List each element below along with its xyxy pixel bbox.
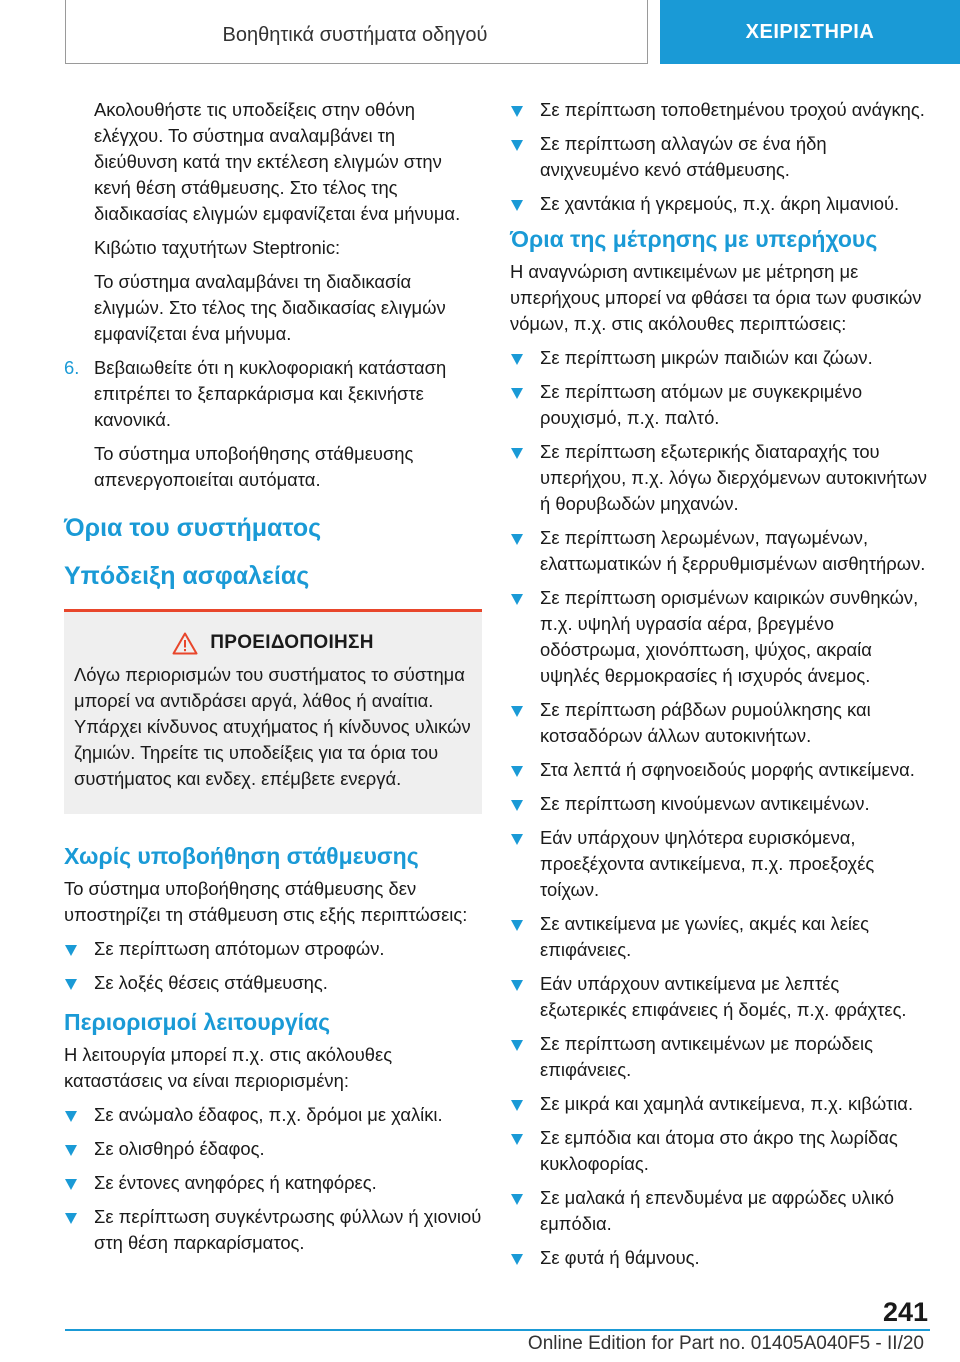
list-item	[64, 1204, 482, 1256]
list-item-text: Σε αντικείμενα με γωνίες, ακμές και λείες επιφάνειες.	[540, 913, 870, 960]
warning-box	[64, 609, 482, 814]
triangle-bullet-icon	[511, 920, 523, 931]
list-item-text: Σε ανώμαλο έδαφος, π.χ. δρόμοι με χαλίκι.	[94, 1104, 443, 1125]
list-item	[510, 1125, 928, 1177]
list-item	[510, 1185, 928, 1237]
list-item	[64, 1170, 482, 1196]
list-item-text: Σε περίπτωση ατόμων με συγκεκριμένο ρουχισμό, π.χ. παλτό.	[540, 381, 863, 428]
triangle-bullet-icon	[511, 388, 523, 399]
paragraph: Ακολουθήστε τις υποδείξεις στην οθόνη ελέγχου. Το σύστημα αναλαμβάνει τη διεύθυνση κατά την εκτέλεση ελιγμών στην κενή θέση στάθμευσης. Στο τέλος της διαδικασίας ελιγμών εμφανίζεται ένα μήνυμα.	[94, 99, 461, 224]
list-item	[510, 191, 928, 217]
top-list	[510, 97, 928, 217]
triangle-bullet-icon	[511, 354, 523, 365]
heading-function-restrictions: Περιορισμοί λειτουργίας	[64, 1009, 331, 1035]
list-item-text: Σε περίπτωση αντικειμένων με πορώδεις επιφάνειες.	[540, 1033, 873, 1080]
triangle-bullet-icon	[511, 1194, 523, 1205]
list-item-text: Σε λοξές θέσεις στάθμευσης.	[94, 972, 328, 993]
left-column	[64, 97, 482, 1264]
list-item-text: Στα λεπτά ή σφηνοειδούς μορφής αντικείμενα.	[540, 759, 915, 780]
ultrasound-list	[510, 345, 928, 1271]
list-item-text: Εάν υπάρχουν ψηλότερα ευρισκόμενα, προεξέχοντα αντικείμενα, π.χ. προεξοχές τοίχων.	[540, 827, 875, 900]
triangle-bullet-icon	[65, 1213, 77, 1224]
list-item	[510, 757, 928, 783]
triangle-bullet-icon	[511, 1254, 523, 1265]
list-item-text: Σε περίπτωση λερωμένων, παγωμένων, ελαττωματικών ή ξερρυθμισμένων αισθητήρων.	[540, 527, 926, 574]
paragraph: Η αναγνώριση αντικειμένων με μέτρηση με υπερήχους μπορεί να φθάσει τα όρια των φυσικών νόμων, π.χ. στις ακόλουθες περιπτώσεις:	[510, 261, 922, 334]
step-6	[64, 355, 482, 433]
list-item-text: Σε περίπτωση εξωτερικής διαταραχής του υπερήχου, π.χ. λόγω διερχόμενων αυτοκινήτων ή θορυβωδών μηχανών.	[540, 441, 927, 514]
triangle-bullet-icon	[65, 1111, 77, 1122]
step-number: 6.	[64, 357, 80, 378]
section-title: Βοηθητικά συστήματα οδηγού	[222, 24, 488, 46]
list-item	[510, 585, 928, 689]
list-item-text: Εάν υπάρχουν αντικείμενα με λεπτές εξωτερικές επιφάνειες ή δομές, π.χ. φράχτες.	[540, 973, 907, 1020]
list-item	[510, 1091, 928, 1117]
list-item-text: Σε περίπτωση ράβδων ρυμούλκησης και κοτσαδόρων άλλων αυτοκινήτων.	[540, 699, 871, 746]
list-item-text: Σε περίπτωση κινούμενων αντικειμένων.	[540, 793, 870, 814]
list-item	[510, 439, 928, 517]
triangle-bullet-icon	[511, 1100, 523, 1111]
triangle-bullet-icon	[511, 834, 523, 845]
footer-divider	[65, 1329, 930, 1331]
triangle-bullet-icon	[65, 979, 77, 990]
paragraph: Το σύστημα υποβοήθησης στάθμευσης δεν υποστηρίζει τη στάθμευση στις εξής περιπτώσεις:	[64, 878, 468, 925]
list-item-text: Σε μικρά και χαμηλά αντικείμενα, π.χ. κιβώτια.	[540, 1093, 914, 1114]
triangle-bullet-icon	[65, 1145, 77, 1156]
triangle-bullet-icon	[511, 706, 523, 717]
paragraph: Η λειτουργία μπορεί π.χ. στις ακόλουθες καταστάσεις να είναι περιορισμένη:	[64, 1044, 393, 1091]
triangle-bullet-icon	[511, 980, 523, 991]
list-item	[510, 971, 928, 1023]
triangle-bullet-icon	[511, 106, 523, 117]
triangle-bullet-icon	[511, 766, 523, 777]
list-item	[510, 1245, 928, 1271]
paragraph: Κιβώτιο ταχυτήτων Steptronic:	[94, 237, 341, 258]
list-item-text: Σε περίπτωση μικρών παιδιών και ζώων.	[540, 347, 873, 368]
heading-system-limits: Όρια του συστήματος	[64, 514, 322, 542]
warning-triangle-icon	[172, 632, 198, 655]
list-item-text: Σε έντονες ανηφόρες ή κατηφόρες.	[94, 1172, 377, 1193]
triangle-bullet-icon	[65, 945, 77, 956]
triangle-bullet-icon	[511, 1040, 523, 1051]
triangle-bullet-icon	[511, 200, 523, 211]
list-item-text: Σε φυτά ή θάμνους.	[540, 1247, 700, 1268]
list-item-text: Σε περίπτωση συγκέντρωσης φύλλων ή χιονιού στη θέση παρκαρίσματος.	[94, 1206, 482, 1253]
list-item	[64, 1136, 482, 1162]
triangle-bullet-icon	[511, 534, 523, 545]
list-item	[510, 825, 928, 903]
step-text: Βεβαιωθείτε ότι η κυκλοφοριακή κατάσταση επιτρέπει το ξεπαρκάρισμα και ξεκινήστε κανονικά.	[94, 357, 447, 430]
list-item	[64, 936, 482, 962]
list-item	[510, 697, 928, 749]
list-item-text: Σε χαντάκια ή γκρεμούς, π.χ. άκρη λιμανιού.	[540, 193, 900, 214]
list-item-text: Σε ολισθηρό έδαφος.	[94, 1138, 265, 1159]
triangle-bullet-icon	[511, 594, 523, 605]
list-item	[510, 345, 928, 371]
list-item-text: Σε περίπτωση ορισμένων καιρικών συνθηκών, π.χ. υψηλή υγρασία αέρα, βρεγμένο οδόστρωμα, χιονόπτωση, ψύχος, ακραία υψηλές θερμοκρασίες ή ισχυρός άνεμος.	[540, 587, 919, 686]
triangle-bullet-icon	[65, 1179, 77, 1190]
list-item	[64, 1102, 482, 1128]
list-item-text: Σε περίπτωση αλλαγών σε ένα ήδη ανιχνευμένο κενό στάθμευσης.	[540, 133, 827, 180]
list-item-text: Σε μαλακά ή επενδυμένα με αφρώδες υλικό εμπόδια.	[540, 1187, 895, 1234]
page-header	[0, 0, 960, 66]
triangle-bullet-icon	[511, 1134, 523, 1145]
triangle-bullet-icon	[511, 140, 523, 151]
list-item	[510, 97, 928, 123]
list-item	[510, 525, 928, 577]
list-item	[510, 1031, 928, 1083]
heading-safety-note: Υπόδειξη ασφαλείας	[64, 562, 310, 590]
triangle-bullet-icon	[511, 800, 523, 811]
warning-text: Λόγω περιορισμών του συστήματος το σύστημα μπορεί να αντιδράσει αργά, λάθος ή αναίτια. Υπάρχει κίνδυνος ατυχήματος ή κίνδυνος υλικών ζημιών. Τηρείτε τις υποδείξεις για τα όρια του συστήματος και ενδεχ. επέμβετε ενεργά.	[74, 664, 471, 789]
right-column	[510, 97, 928, 1279]
list-item-text: Σε εμπόδια και άτομα στο άκρο της λωρίδας κυκλοφορίας.	[540, 1127, 898, 1174]
warning-title: ΠΡΟΕΙΔΟΠΟΙΗΣΗ	[210, 632, 374, 653]
paragraph: Το σύστημα αναλαμβάνει τη διαδικασία ελιγμών. Στο τέλος της διαδικασίας ελιγμών εμφανίζεται ένα μήνυμα.	[94, 271, 446, 344]
list-item-text: Σε περίπτωση απότομων στροφών.	[94, 938, 385, 959]
restrictions-list	[64, 1102, 482, 1256]
chapter-tab: ΧΕΙΡΙΣΤΗΡΙΑ	[660, 0, 960, 64]
list-item-text: Σε περίπτωση τοποθετημένου τροχού ανάγκης.	[540, 99, 925, 120]
heading-ultrasound-limits: Όρια της μέτρησης με υπερήχους	[510, 226, 878, 252]
triangle-bullet-icon	[511, 448, 523, 459]
edition-footer: Online Edition for Part no. 01405A040F5 - II/20	[527, 1333, 924, 1354]
heading-no-parking-assist: Χωρίς υποβοήθηση στάθμευσης	[64, 843, 419, 869]
list-item	[510, 911, 928, 963]
page-number: 241	[882, 1297, 928, 1327]
no-assist-list	[64, 936, 482, 996]
list-item	[510, 131, 928, 183]
warning-title-row	[74, 630, 472, 656]
list-item	[510, 379, 928, 431]
list-item	[510, 791, 928, 817]
paragraph: Το σύστημα υποβοήθησης στάθμευσης απενεργοποιείται αυτόματα.	[94, 443, 414, 490]
list-item	[64, 970, 482, 996]
